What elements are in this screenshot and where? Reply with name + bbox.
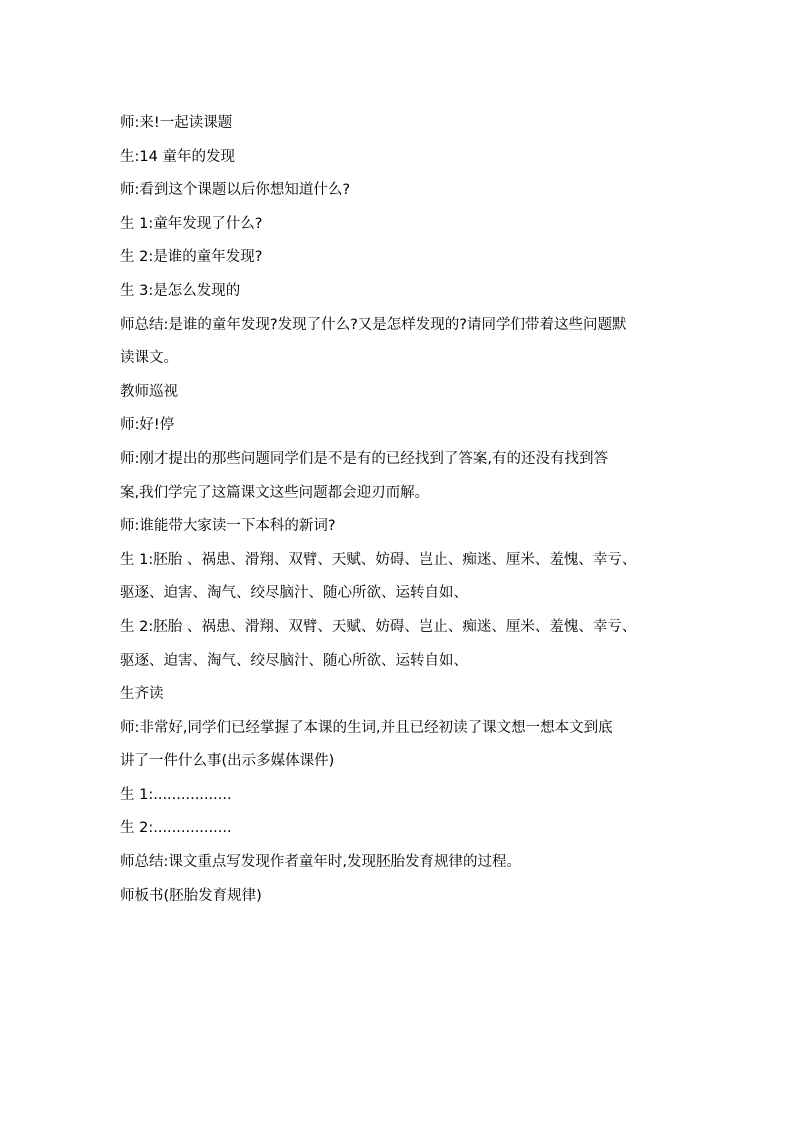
text-line: 生 1:胚胎 、祸患、滑翔、双臂、天赋、妨碍、岂止、痴迷、厘米、羞愧、幸亏、	[120, 551, 637, 568]
text-line: 生 2:是谁的童年发现?	[120, 249, 263, 266]
text-line: 师:看到这个课题以后你想知道什么?	[120, 182, 351, 199]
text-line: 生 2:.................	[120, 820, 232, 837]
text-line: 讲了一件什么事(出示多媒体课件)	[120, 753, 335, 770]
text-line: 教师巡视	[120, 383, 178, 400]
text-line: 生 1:童年发现了什么?	[120, 215, 263, 232]
text-line: 师:好!停	[120, 417, 175, 434]
text-line: 生 1:.................	[120, 786, 232, 803]
text-line: 师:刚才提出的那些问题同学们是不是有的已经找到了答案,有的还没有找到答	[120, 450, 608, 467]
text-line: 驱逐、迫害、淘气、绞尽脑汁、随心所欲、运转自如、	[120, 652, 468, 669]
text-line: 师:非常好,同学们已经掌握了本课的生词,并且已经初读了课文想一想本文到底	[120, 719, 613, 736]
text-line: 师:来!一起读课题	[120, 115, 233, 131]
text-line: 生 3:是怎么发现的	[120, 282, 241, 299]
text-line: 师:谁能带大家读一下本科的新词?	[120, 518, 336, 535]
text-line: 案,我们学完了这篇课文这些问题都会迎刃而解。	[120, 484, 430, 501]
text-line: 生:14 童年的发现	[120, 148, 235, 165]
text-line: 师总结:是谁的童年发现?发现了什么?又是怎样发现的?请同学们带着这些问题默	[120, 316, 627, 333]
text-line: 师板书(胚胎发育规律)	[120, 887, 262, 904]
text-line: 生齐读	[120, 686, 164, 703]
text-line: 读课文。	[120, 350, 178, 367]
text-line: 驱逐、迫害、淘气、绞尽脑汁、随心所欲、运转自如、	[120, 585, 468, 602]
lesson-transcript	[120, 107, 680, 913]
text-line: 师总结:课文重点写发现作者童年时,发现胚胎发育规律的过程。	[120, 854, 521, 871]
text-line: 生 2:胚胎 、祸患、滑翔、双臂、天赋、妨碍、岂止、痴迷、厘米、羞愧、幸亏、	[120, 618, 637, 635]
